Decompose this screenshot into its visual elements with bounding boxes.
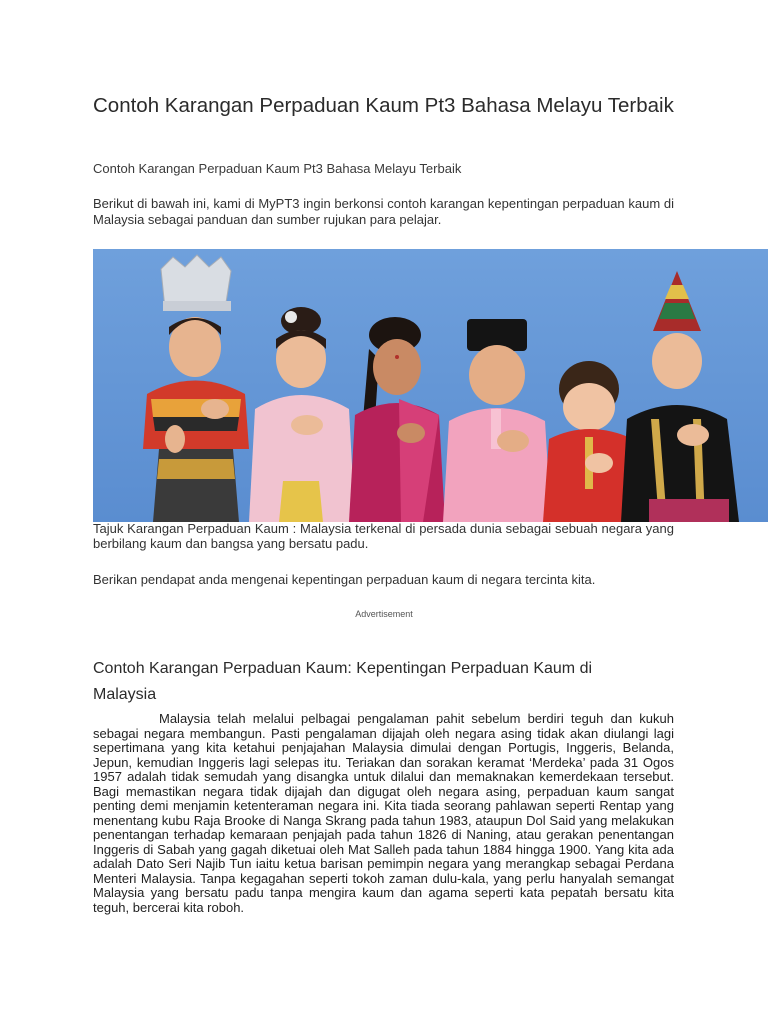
- advertisement-label: Advertisement: [355, 609, 413, 619]
- article-title: Contoh Karangan Perpaduan Kaum Pt3 Bahasa Melayu Terbaik: [93, 94, 674, 117]
- image-caption: Tajuk Karangan Perpaduan Kaum : Malaysia terkenal di persada dunia sebagai sebuah negara yang berbilang kaum dan bangsa yang bersatu padu.: [93, 521, 674, 551]
- essay-question: Berikan pendapat anda mengenai kepentingan perpaduan kaum di negara tercinta kita.: [93, 572, 596, 587]
- intro-paragraph: Berikut di bawah ini, kami di MyPT3 ingin berkonsi contoh karangan kepentingan perpaduan kaum di Malaysia sebagai panduan dan sumber rujukan para pelajar.: [93, 196, 674, 227]
- section-heading: Contoh Karangan Perpaduan Kaum: Kepentingan Perpaduan Kaum di Malaysia: [93, 660, 593, 703]
- essay-body-paragraph: Malaysia telah melalui pelbagai pengalaman pahit sebelum berdiri teguh dan kukuh sebagai negara membangun. Pasti pengalaman dijajah oleh negara asing tidak akan diulangi lagi sepertimana yang kita ketahui penjajahan Malaysia dimulai dengan Portugis, Inggeris, Belanda, Jepun, kemudian Inggeris lagi selepas itu. Teriakan dan sorakan keramat ‘Merdeka’ pada 31 Ogos 1957 adalah tidak semudah yang disangka untuk dilalui dan memaknakan kemerdekaan tersebut. Bagi memastikan negara tidak dijajah dan digugat oleh negara asing, perpaduan kaum sangat penting demi menjamin ketenteraman negara ini. Kita tiada seorang pahlawan seperti Rentap yang menentang kubu Raja Brooke di Nanga Skrang pada tahun 1983, ataupun Dol Said yang melakukan penentangan terhadap kemaraan penjajah pada tahun 1826 di Naning, atau gerakan penentangan Inggeris di Sabah yang gagah diketuai oleh Mat Salleh pada tahun 1884 hingga 1900. Yang kita ada adalah Dato Seri Najib Tun iaitu ketua barisan pemimpin negara yang merangkap sebagai Perdana Menteri Malaysia. Tanpa kegagahan seperti tokoh zaman dulu-kala, yang perlu hanyalah semangat Malaysia yang bersatu padu tanpa mengira kaum dan agama seperti kata pepatah bersatu kita teguh, bercerai kita roboh.: [93, 711, 674, 915]
- article-subtitle: Contoh Karangan Perpaduan Kaum Pt3 Bahasa Melayu Terbaik: [93, 161, 462, 176]
- hero-image-children-traditional-costumes: [93, 249, 768, 522]
